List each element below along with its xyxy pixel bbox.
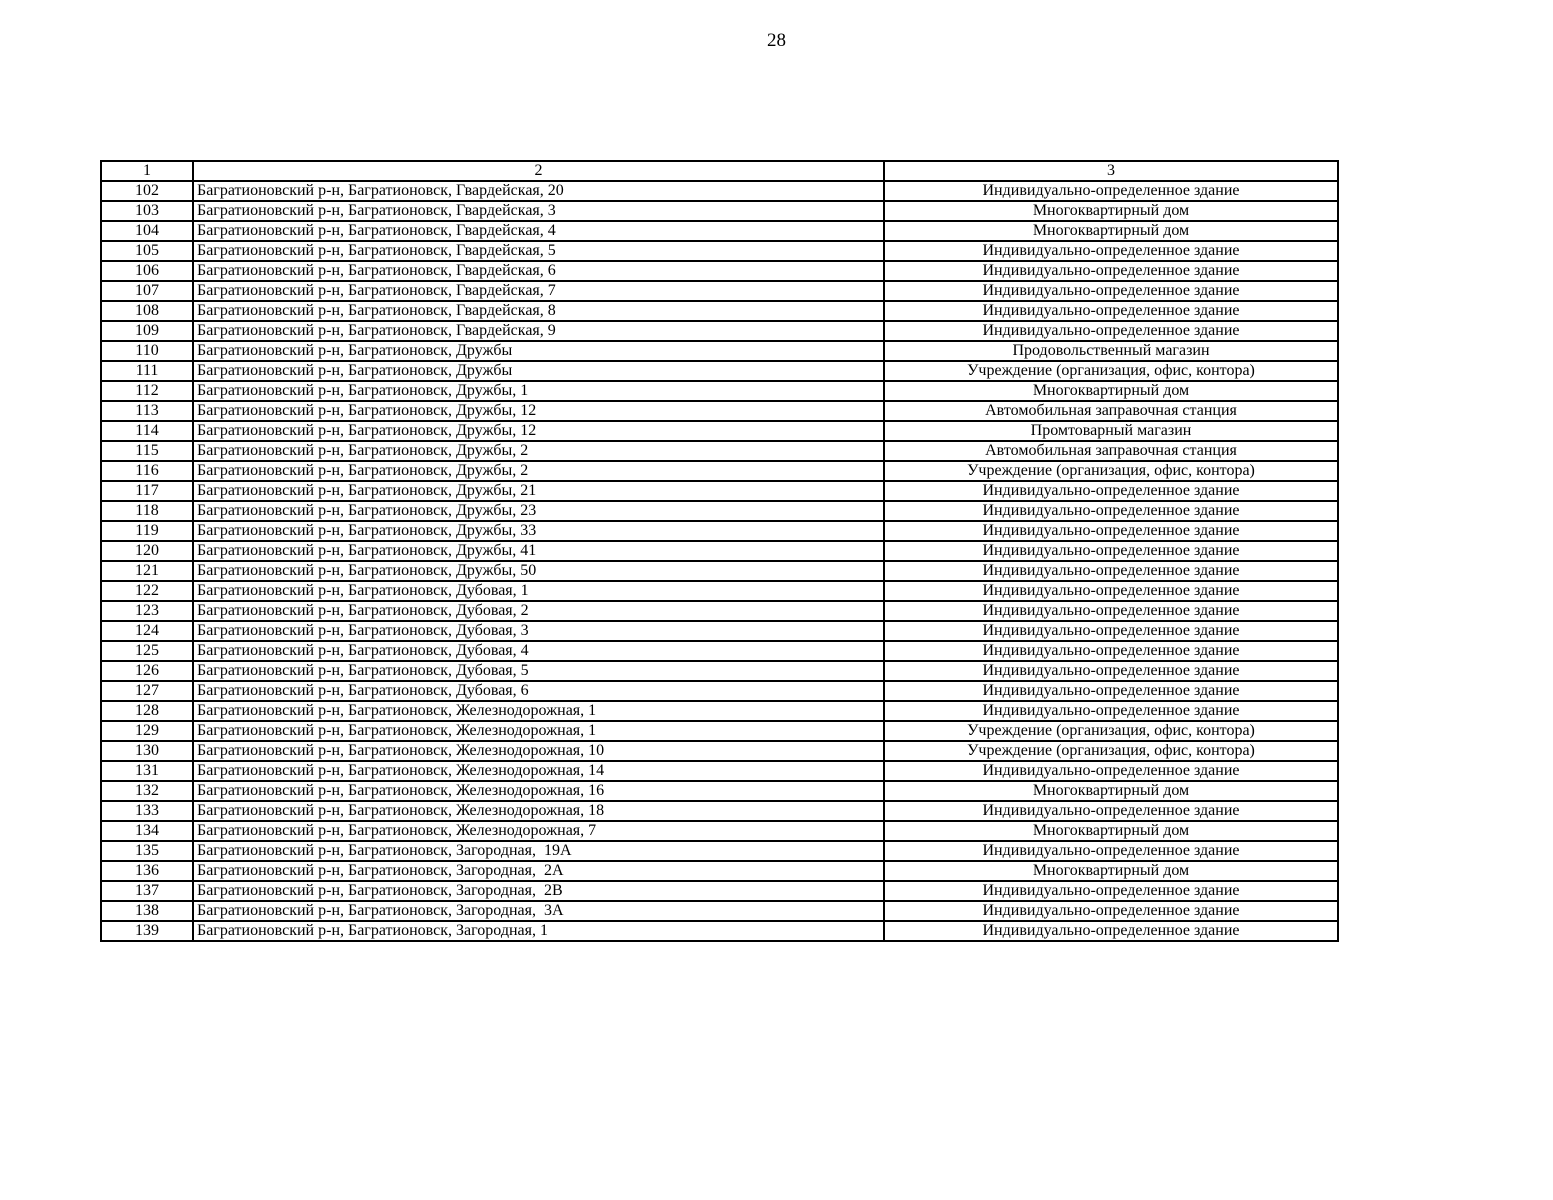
address-cell: Багратионовский р-н, Багратионовск, Загородная, 1 xyxy=(193,921,884,941)
address-cell: Багратионовский р-н, Багратионовск, Дружбы, 2 xyxy=(193,461,884,481)
address-cell: Багратионовский р-н, Багратионовск, Железнодорожная, 18 xyxy=(193,801,884,821)
building-type-cell: Индивидуально-определенное здание xyxy=(884,581,1338,601)
table-row xyxy=(101,301,1338,321)
table-row xyxy=(101,641,1338,661)
table-row xyxy=(101,701,1338,721)
building-type-cell: Автомобильная заправочная станция xyxy=(884,401,1338,421)
address-cell: Багратионовский р-н, Багратионовск, Железнодорожная, 16 xyxy=(193,781,884,801)
address-cell: Багратионовский р-н, Багратионовск, Дружбы xyxy=(193,361,884,381)
column-number-3: 3 xyxy=(884,161,1338,181)
building-type-cell: Учреждение (организация, офис, контора) xyxy=(884,741,1338,761)
address-cell: Багратионовский р-н, Багратионовск, Гвардейская, 3 xyxy=(193,201,884,221)
address-cell: Багратионовский р-н, Багратионовск, Гвардейская, 9 xyxy=(193,321,884,341)
building-type-cell: Индивидуально-определенное здание xyxy=(884,541,1338,561)
row-number-cell: 125 xyxy=(101,641,193,661)
row-number-cell: 105 xyxy=(101,241,193,261)
table-row xyxy=(101,621,1338,641)
address-cell: Багратионовский р-н, Багратионовск, Дружбы, 2 xyxy=(193,441,884,461)
row-number-cell: 128 xyxy=(101,701,193,721)
building-type-cell: Многоквартирный дом xyxy=(884,821,1338,841)
table-row xyxy=(101,721,1338,741)
table-row xyxy=(101,861,1338,881)
address-cell: Багратионовский р-н, Багратионовск, Дубовая, 4 xyxy=(193,641,884,661)
table-row xyxy=(101,221,1338,241)
row-number-cell: 132 xyxy=(101,781,193,801)
building-type-cell: Индивидуально-определенное здание xyxy=(884,561,1338,581)
address-cell: Багратионовский р-н, Багратионовск, Дубовая, 2 xyxy=(193,601,884,621)
column-number-2: 2 xyxy=(193,161,884,181)
row-number-cell: 102 xyxy=(101,181,193,201)
address-cell: Багратионовский р-н, Багратионовск, Дружбы, 12 xyxy=(193,401,884,421)
row-number-cell: 112 xyxy=(101,381,193,401)
table-row xyxy=(101,321,1338,341)
address-cell: Багратионовский р-н, Багратионовск, Дружбы, 23 xyxy=(193,501,884,521)
address-cell: Багратионовский р-н, Багратионовск, Гвардейская, 8 xyxy=(193,301,884,321)
address-cell: Багратионовский р-н, Багратионовск, Дружбы, 1 xyxy=(193,381,884,401)
table-row xyxy=(101,441,1338,461)
building-type-cell: Индивидуально-определенное здание xyxy=(884,701,1338,721)
address-cell: Багратионовский р-н, Багратионовск, Дружбы, 33 xyxy=(193,521,884,541)
column-number-1: 1 xyxy=(101,161,193,181)
address-cell: Багратионовский р-н, Багратионовск, Гвардейская, 4 xyxy=(193,221,884,241)
address-cell: Багратионовский р-н, Багратионовск, Дубовая, 3 xyxy=(193,621,884,641)
table-row xyxy=(101,841,1338,861)
building-type-cell: Индивидуально-определенное здание xyxy=(884,261,1338,281)
address-cell: Багратионовский р-н, Багратионовск, Дубовая, 5 xyxy=(193,661,884,681)
address-cell: Багратионовский р-н, Багратионовск, Загородная, 19А xyxy=(193,841,884,861)
address-cell: Багратионовский р-н, Багратионовск, Дружбы, 21 xyxy=(193,481,884,501)
address-cell: Багратионовский р-н, Багратионовск, Гвардейская, 5 xyxy=(193,241,884,261)
building-type-cell: Промтоварный магазин xyxy=(884,421,1338,441)
row-number-cell: 121 xyxy=(101,561,193,581)
table-row xyxy=(101,241,1338,261)
address-cell: Багратионовский р-н, Багратионовск, Дружбы, 50 xyxy=(193,561,884,581)
building-type-cell: Индивидуально-определенное здание xyxy=(884,901,1338,921)
table-row xyxy=(101,741,1338,761)
table-row xyxy=(101,481,1338,501)
table-row xyxy=(101,761,1338,781)
address-cell: Багратионовский р-н, Багратионовск, Дубовая, 1 xyxy=(193,581,884,601)
building-type-cell: Индивидуально-определенное здание xyxy=(884,481,1338,501)
table-row xyxy=(101,261,1338,281)
building-type-cell: Индивидуально-определенное здание xyxy=(884,661,1338,681)
row-number-cell: 113 xyxy=(101,401,193,421)
row-number-cell: 111 xyxy=(101,361,193,381)
row-number-cell: 131 xyxy=(101,761,193,781)
buildings-table xyxy=(100,160,1339,942)
row-number-cell: 107 xyxy=(101,281,193,301)
table-row xyxy=(101,601,1338,621)
row-number-cell: 109 xyxy=(101,321,193,341)
building-type-cell: Учреждение (организация, офис, контора) xyxy=(884,721,1338,741)
table-row xyxy=(101,381,1338,401)
table-row xyxy=(101,781,1338,801)
address-cell: Багратионовский р-н, Багратионовск, Гвардейская, 7 xyxy=(193,281,884,301)
table-row xyxy=(101,801,1338,821)
row-number-cell: 139 xyxy=(101,921,193,941)
address-cell: Багратионовский р-н, Багратионовск, Железнодорожная, 7 xyxy=(193,821,884,841)
table-row xyxy=(101,541,1338,561)
building-type-cell: Автомобильная заправочная станция xyxy=(884,441,1338,461)
row-number-cell: 114 xyxy=(101,421,193,441)
row-number-cell: 120 xyxy=(101,541,193,561)
table-row xyxy=(101,181,1338,201)
table-row xyxy=(101,581,1338,601)
building-type-cell: Индивидуально-определенное здание xyxy=(884,761,1338,781)
table-row xyxy=(101,821,1338,841)
row-number-cell: 106 xyxy=(101,261,193,281)
table-row xyxy=(101,341,1338,361)
building-type-cell: Индивидуально-определенное здание xyxy=(884,681,1338,701)
building-type-cell: Индивидуально-определенное здание xyxy=(884,501,1338,521)
page-number: 28 xyxy=(767,30,786,51)
table-row xyxy=(101,881,1338,901)
table-row xyxy=(101,521,1338,541)
building-type-cell: Индивидуально-определенное здание xyxy=(884,801,1338,821)
address-cell: Багратионовский р-н, Багратионовск, Загородная, 2В xyxy=(193,881,884,901)
row-number-cell: 115 xyxy=(101,441,193,461)
building-type-cell: Индивидуально-определенное здание xyxy=(884,521,1338,541)
address-cell: Багратионовский р-н, Багратионовск, Гвардейская, 20 xyxy=(193,181,884,201)
row-number-cell: 119 xyxy=(101,521,193,541)
row-number-cell: 136 xyxy=(101,861,193,881)
address-cell: Багратионовский р-н, Багратионовск, Железнодорожная, 10 xyxy=(193,741,884,761)
building-type-cell: Индивидуально-определенное здание xyxy=(884,641,1338,661)
address-cell: Багратионовский р-н, Багратионовск, Дубовая, 6 xyxy=(193,681,884,701)
address-cell: Багратионовский р-н, Багратионовск, Загородная, 2А xyxy=(193,861,884,881)
table-header-row xyxy=(101,161,1338,181)
building-type-cell: Индивидуально-определенное здание xyxy=(884,181,1338,201)
address-cell: Багратионовский р-н, Багратионовск, Железнодорожная, 1 xyxy=(193,701,884,721)
table-row xyxy=(101,901,1338,921)
row-number-cell: 103 xyxy=(101,201,193,221)
table-row xyxy=(101,201,1338,221)
address-cell: Багратионовский р-н, Багратионовск, Гвардейская, 6 xyxy=(193,261,884,281)
row-number-cell: 110 xyxy=(101,341,193,361)
row-number-cell: 133 xyxy=(101,801,193,821)
table-row xyxy=(101,361,1338,381)
building-type-cell: Многоквартирный дом xyxy=(884,381,1338,401)
building-type-cell: Многоквартирный дом xyxy=(884,221,1338,241)
building-type-cell: Многоквартирный дом xyxy=(884,861,1338,881)
table-row xyxy=(101,461,1338,481)
table-row xyxy=(101,661,1338,681)
building-type-cell: Продовольственный магазин xyxy=(884,341,1338,361)
row-number-cell: 137 xyxy=(101,881,193,901)
row-number-cell: 116 xyxy=(101,461,193,481)
row-number-cell: 122 xyxy=(101,581,193,601)
building-type-cell: Индивидуально-определенное здание xyxy=(884,621,1338,641)
building-type-cell: Учреждение (организация, офис, контора) xyxy=(884,461,1338,481)
table-row xyxy=(101,501,1338,521)
table-row xyxy=(101,401,1338,421)
table-row xyxy=(101,681,1338,701)
row-number-cell: 127 xyxy=(101,681,193,701)
row-number-cell: 118 xyxy=(101,501,193,521)
building-type-cell: Индивидуально-определенное здание xyxy=(884,321,1338,341)
table-row xyxy=(101,561,1338,581)
row-number-cell: 104 xyxy=(101,221,193,241)
building-type-cell: Индивидуально-определенное здание xyxy=(884,921,1338,941)
building-type-cell: Индивидуально-определенное здание xyxy=(884,281,1338,301)
building-type-cell: Индивидуально-определенное здание xyxy=(884,301,1338,321)
row-number-cell: 130 xyxy=(101,741,193,761)
row-number-cell: 124 xyxy=(101,621,193,641)
table-row xyxy=(101,421,1338,441)
table-row xyxy=(101,921,1338,941)
table-row xyxy=(101,281,1338,301)
row-number-cell: 138 xyxy=(101,901,193,921)
address-cell: Багратионовский р-н, Багратионовск, Дружбы xyxy=(193,341,884,361)
address-cell: Багратионовский р-н, Багратионовск, Железнодорожная, 1 xyxy=(193,721,884,741)
address-cell: Багратионовский р-н, Багратионовск, Железнодорожная, 14 xyxy=(193,761,884,781)
table-body xyxy=(101,161,1338,941)
row-number-cell: 108 xyxy=(101,301,193,321)
address-cell: Багратионовский р-н, Багратионовск, Загородная, 3А xyxy=(193,901,884,921)
address-cell: Багратионовский р-н, Багратионовск, Дружбы, 41 xyxy=(193,541,884,561)
building-type-cell: Индивидуально-определенное здание xyxy=(884,241,1338,261)
row-number-cell: 135 xyxy=(101,841,193,861)
row-number-cell: 134 xyxy=(101,821,193,841)
row-number-cell: 123 xyxy=(101,601,193,621)
building-type-cell: Учреждение (организация, офис, контора) xyxy=(884,361,1338,381)
building-type-cell: Индивидуально-определенное здание xyxy=(884,881,1338,901)
row-number-cell: 129 xyxy=(101,721,193,741)
row-number-cell: 126 xyxy=(101,661,193,681)
building-type-cell: Многоквартирный дом xyxy=(884,781,1338,801)
address-cell: Багратионовский р-н, Багратионовск, Дружбы, 12 xyxy=(193,421,884,441)
building-type-cell: Индивидуально-определенное здание xyxy=(884,601,1338,621)
row-number-cell: 117 xyxy=(101,481,193,501)
building-type-cell: Индивидуально-определенное здание xyxy=(884,841,1338,861)
building-type-cell: Многоквартирный дом xyxy=(884,201,1338,221)
